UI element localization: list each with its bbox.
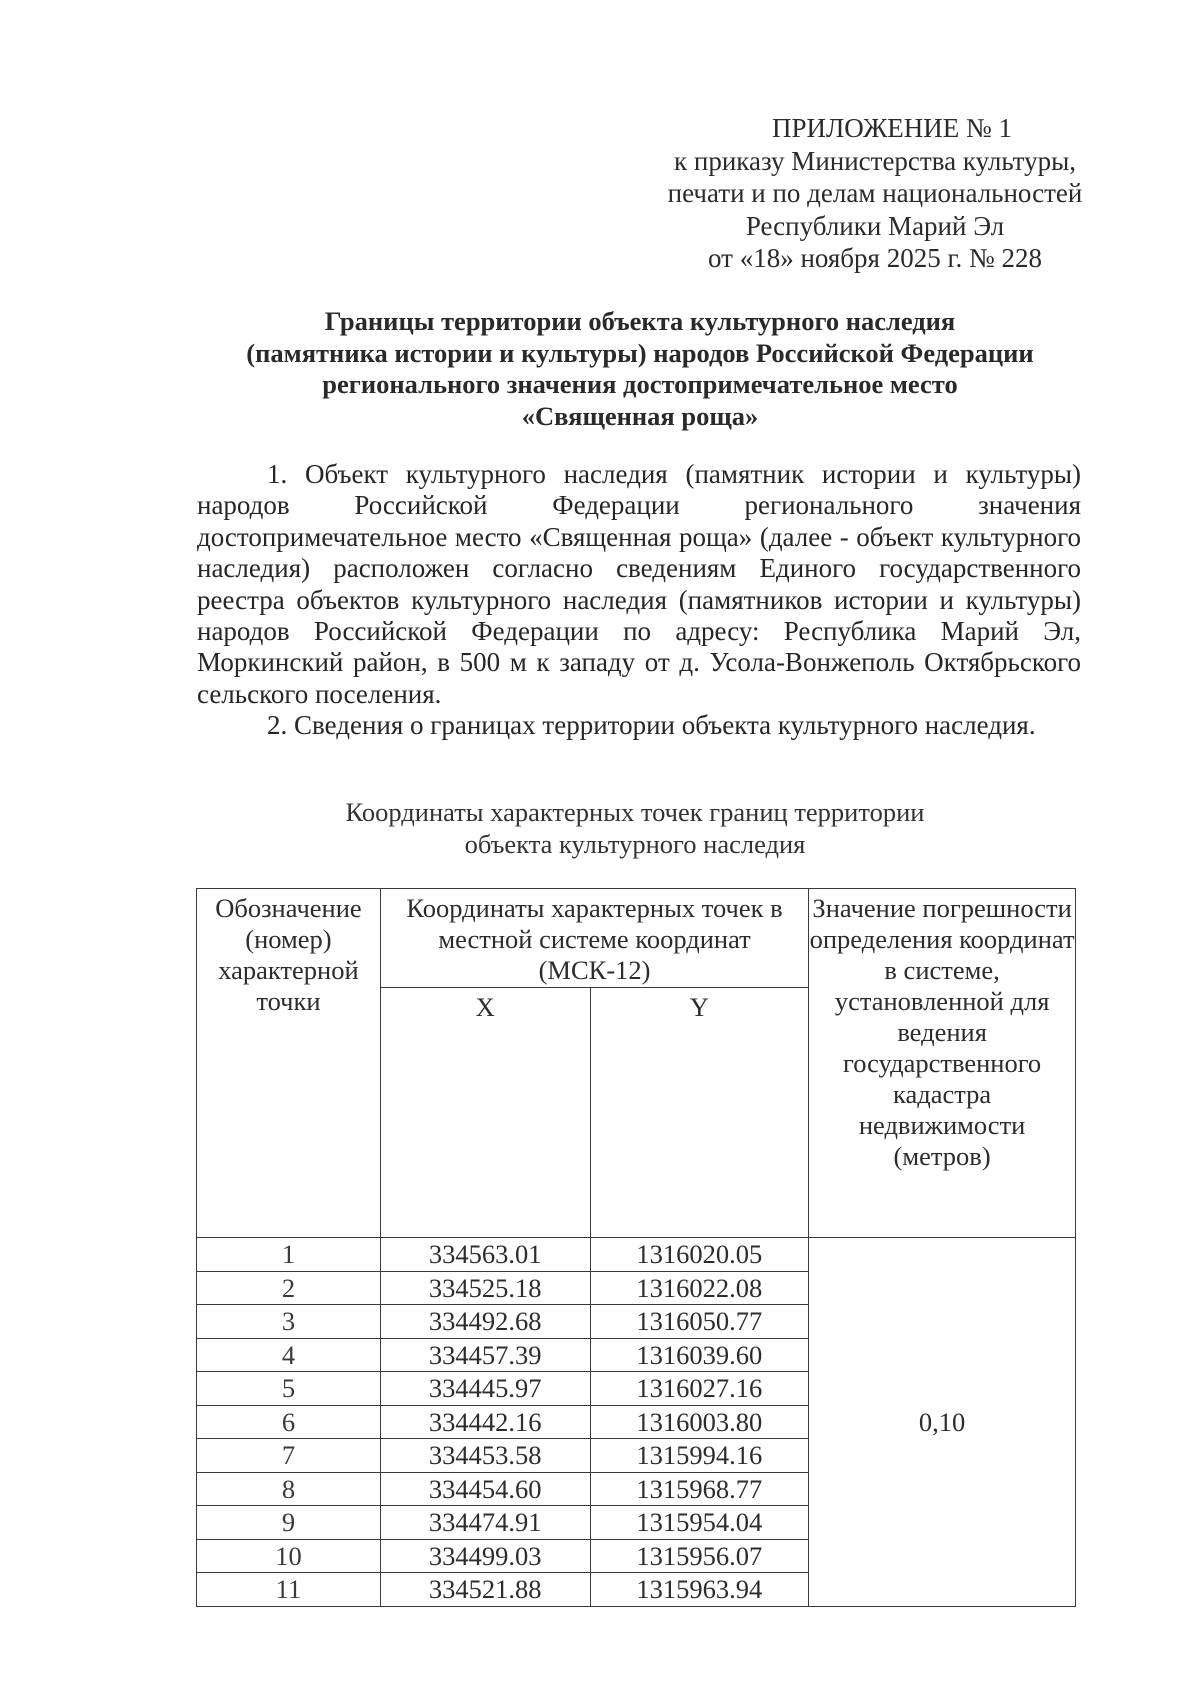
header-point-number: Обозначение (номер) характерной точки [197, 889, 381, 1238]
x-coordinate-cell: 334492.68 [380, 1305, 590, 1339]
appendix-number: ПРИЛОЖЕНИЕ № 1 [771, 113, 1013, 143]
caption-line: Координаты характерных точек границ территории [345, 797, 925, 827]
y-coordinate-cell: 1315968.77 [590, 1472, 809, 1506]
y-coordinate-cell: 1316050.77 [590, 1305, 809, 1339]
point-number-cell: 5 [197, 1372, 381, 1406]
table-row [197, 1238, 1076, 1272]
y-coordinate-cell: 1316003.80 [590, 1405, 809, 1439]
title-line: (памятника истории и культуры) народов Российской Федерации [246, 337, 1034, 368]
point-number-cell: 3 [197, 1305, 381, 1339]
point-number-cell: 6 [197, 1405, 381, 1439]
x-coordinate-cell: 334525.18 [380, 1271, 590, 1305]
header-y: Y [590, 988, 809, 1238]
x-coordinate-cell: 334474.91 [380, 1506, 590, 1540]
point-number-cell: 4 [197, 1338, 381, 1372]
header-error-value: Значение погрешности определения координат в системе, установленной для ведения государственного кадастра недвижимости (метров) [809, 889, 1076, 1238]
x-coordinate-cell: 334563.01 [380, 1238, 590, 1272]
y-coordinate-cell: 1315954.04 [590, 1506, 809, 1540]
y-coordinate-cell: 1316022.08 [590, 1271, 809, 1305]
appendix-order-line-3: Республики Марий Эл [745, 210, 1005, 241]
title-line: «Священная роща» [521, 400, 759, 431]
title-line: Границы территории объекта культурного наследия [324, 306, 956, 336]
coordinates-table-body [197, 1238, 1076, 1607]
caption-line: объекта культурного наследия [464, 829, 806, 859]
point-number-cell: 10 [197, 1539, 381, 1573]
appendix-header [640, 112, 1110, 275]
y-coordinate-cell: 1316039.60 [590, 1338, 809, 1372]
appendix-order-line-2: печати и по делам национальностей [667, 178, 1083, 208]
y-coordinate-cell: 1316020.05 [590, 1238, 809, 1272]
y-coordinate-cell: 1315963.94 [590, 1573, 809, 1607]
x-coordinate-cell: 334442.16 [380, 1405, 590, 1439]
point-number-cell: 8 [197, 1472, 381, 1506]
paragraph-boundaries-info: 2. Сведения о границах территории объекта культурного наследия. [267, 710, 1036, 741]
y-coordinate-cell: 1316027.16 [590, 1372, 809, 1406]
x-coordinate-cell: 334521.88 [380, 1573, 590, 1607]
x-coordinate-cell: 334499.03 [380, 1539, 590, 1573]
x-coordinate-cell: 334454.60 [380, 1472, 590, 1506]
header-x: X [380, 988, 590, 1238]
document-title [190, 306, 1090, 432]
paragraph-object-description: 1. Объект культурного наследия (памятник истории и культуры) народов Российской Федерации регионального значения достопримечательное место «Священная роща» (далее - объект культурного наследия) расположен согласно сведениям Единого государственного реестра объектов культурного наследия (памятников истории и культуры) народов Российской Федерации по адресу: Республика Марий Эл, Моркинский район, в 500 м к западу от д. Усола-Вонжеполь Октябрьского сельского поселения. [197, 459, 1081, 709]
y-coordinate-cell: 1315956.07 [590, 1539, 809, 1573]
x-coordinate-cell: 334445.97 [380, 1372, 590, 1406]
point-number-cell: 9 [197, 1506, 381, 1540]
appendix-order-date: от «18» ноября 2025 г. № 228 [708, 243, 1042, 273]
header-coordinates: Координаты характерных точек в местной системе координат (МСК-12) [380, 889, 808, 988]
point-number-cell: 1 [197, 1238, 381, 1272]
x-coordinate-cell: 334453.58 [380, 1439, 590, 1473]
document-body [197, 459, 1081, 742]
y-coordinate-cell: 1315994.16 [590, 1439, 809, 1473]
point-number-cell: 7 [197, 1439, 381, 1473]
table-caption [240, 796, 1030, 860]
error-value-cell: 0,10 [809, 1238, 1076, 1607]
title-line: регионального значения достопримечательное место [322, 369, 958, 399]
point-number-cell: 2 [197, 1271, 381, 1305]
point-number-cell: 11 [197, 1573, 381, 1607]
x-coordinate-cell: 334457.39 [380, 1338, 590, 1372]
appendix-order-line-1: к приказу Министерства культуры, [674, 145, 1076, 176]
coordinates-table [196, 888, 1076, 1607]
